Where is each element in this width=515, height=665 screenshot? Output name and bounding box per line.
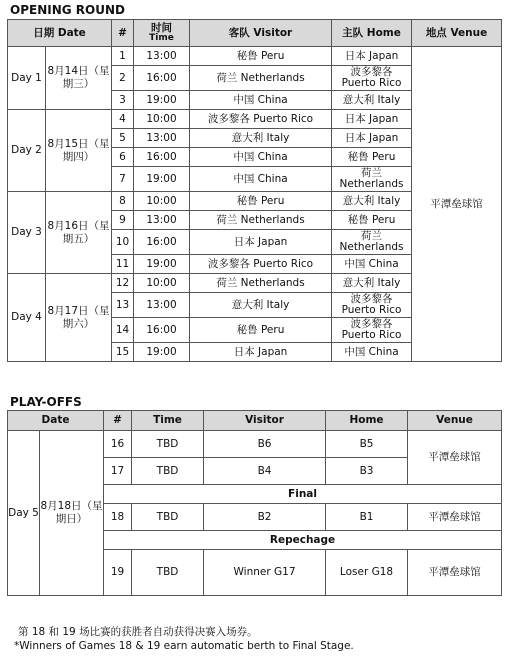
game-home: 日本 Japan xyxy=(332,129,412,148)
date-label: 8月17日（星期六） xyxy=(46,274,112,362)
game-home: 中国 China xyxy=(332,255,412,274)
day-label: Day 4 xyxy=(8,274,46,362)
game-num: 3 xyxy=(112,91,134,110)
game-time: 13:00 xyxy=(134,47,190,66)
po-game-time: TBD xyxy=(132,550,204,596)
po-game-home: B1 xyxy=(326,504,408,531)
po-game-num: 18 xyxy=(104,504,132,531)
po-venue: 平潭垒球馆 xyxy=(408,504,502,531)
game-num: 9 xyxy=(112,211,134,230)
game-home: 荷兰 Netherlands xyxy=(332,230,412,255)
game-visitor: 意大利 Italy xyxy=(190,293,332,318)
po-header-date: Date xyxy=(8,411,104,431)
header-date: 日期 Date xyxy=(8,20,112,47)
game-visitor: 秘鲁 Peru xyxy=(190,192,332,211)
game-time: 16:00 xyxy=(134,230,190,255)
po-game-time: TBD xyxy=(132,458,204,485)
po-date-label: 8月18日（星期日） xyxy=(40,431,104,596)
game-num: 14 xyxy=(112,318,134,343)
game-home: 波多黎各 Puerto Rico xyxy=(332,318,412,343)
date-label: 8月15日（星期四） xyxy=(46,110,112,192)
playoffs-title: PLAY-OFFS xyxy=(10,395,82,409)
game-visitor: 日本 Japan xyxy=(190,343,332,362)
game-home: 意大利 Italy xyxy=(332,91,412,110)
game-time: 16:00 xyxy=(134,148,190,167)
game-num: 1 xyxy=(112,47,134,66)
game-home: 日本 Japan xyxy=(332,47,412,66)
opening-round-title: OPENING ROUND xyxy=(10,3,125,17)
game-time: 19:00 xyxy=(134,343,190,362)
note-en: *Winners of Games 18 & 19 earn automatic berth to Final Stage. xyxy=(14,640,354,652)
po-venue: 平潭垒球馆 xyxy=(408,550,502,596)
game-home: 荷兰 Netherlands xyxy=(332,167,412,192)
game-num: 10 xyxy=(112,230,134,255)
po-day-label: Day 5 xyxy=(8,431,40,596)
game-home: 中国 China xyxy=(332,343,412,362)
po-game-visitor: B2 xyxy=(204,504,326,531)
game-time: 10:00 xyxy=(134,192,190,211)
game-visitor: 波多黎各 Puerto Rico xyxy=(190,110,332,129)
po-game-time: TBD xyxy=(132,504,204,531)
game-time: 13:00 xyxy=(134,129,190,148)
opening-round-table xyxy=(7,19,502,362)
game-visitor: 荷兰 Netherlands xyxy=(190,66,332,91)
game-visitor: 中国 China xyxy=(190,148,332,167)
po-header-num: # xyxy=(104,411,132,431)
game-time: 16:00 xyxy=(134,66,190,91)
day-label: Day 3 xyxy=(8,192,46,274)
game-num: 4 xyxy=(112,110,134,129)
po-game-num: 16 xyxy=(104,431,132,458)
po-game-home: B5 xyxy=(326,431,408,458)
header-time: 时间 Time xyxy=(134,20,190,47)
po-game-visitor: B4 xyxy=(204,458,326,485)
game-visitor: 日本 Japan xyxy=(190,230,332,255)
game-visitor: 荷兰 Netherlands xyxy=(190,211,332,230)
repechage-label: Repechage xyxy=(104,531,502,550)
date-label: 8月14日（星期三） xyxy=(46,47,112,110)
game-visitor: 波多黎各 Puerto Rico xyxy=(190,255,332,274)
po-game-visitor: Winner G17 xyxy=(204,550,326,596)
game-row xyxy=(8,47,502,66)
game-visitor: 意大利 Italy xyxy=(190,129,332,148)
po-header-venue: Venue xyxy=(408,411,502,431)
day-label: Day 2 xyxy=(8,110,46,192)
game-home: 波多黎各 Puerto Rico xyxy=(332,293,412,318)
po-header-home: Home xyxy=(326,411,408,431)
game-num: 7 xyxy=(112,167,134,192)
game-time: 10:00 xyxy=(134,274,190,293)
venue-cell: 平潭垒球馆 xyxy=(412,47,502,362)
note-cn: 第 18 和 19 场比赛的获胜者自动获得决赛入场券。 xyxy=(18,626,258,638)
header-venue: 地点 Venue xyxy=(412,20,502,47)
final-label: Final xyxy=(104,485,502,504)
playoffs-table xyxy=(7,410,502,596)
header-visitor: 客队 Visitor xyxy=(190,20,332,47)
game-num: 5 xyxy=(112,129,134,148)
game-visitor: 中国 China xyxy=(190,91,332,110)
game-visitor: 秘鲁 Peru xyxy=(190,318,332,343)
date-label: 8月16日（星期五） xyxy=(46,192,112,274)
game-home: 意大利 Italy xyxy=(332,192,412,211)
po-header-visitor: Visitor xyxy=(204,411,326,431)
po-game-num: 17 xyxy=(104,458,132,485)
po-header-time: Time xyxy=(132,411,204,431)
game-home: 日本 Japan xyxy=(332,110,412,129)
game-time: 10:00 xyxy=(134,110,190,129)
po-game-home: B3 xyxy=(326,458,408,485)
game-num: 15 xyxy=(112,343,134,362)
day-label: Day 1 xyxy=(8,47,46,110)
po-game-home: Loser G18 xyxy=(326,550,408,596)
po-game-time: TBD xyxy=(132,431,204,458)
game-time: 13:00 xyxy=(134,211,190,230)
game-num: 6 xyxy=(112,148,134,167)
game-num: 11 xyxy=(112,255,134,274)
header-num: # xyxy=(112,20,134,47)
game-time: 16:00 xyxy=(134,318,190,343)
game-num: 13 xyxy=(112,293,134,318)
game-time: 19:00 xyxy=(134,167,190,192)
game-home: 秘鲁 Peru xyxy=(332,211,412,230)
game-num: 12 xyxy=(112,274,134,293)
game-time: 19:00 xyxy=(134,255,190,274)
game-visitor: 秘鲁 Peru xyxy=(190,47,332,66)
game-num: 2 xyxy=(112,66,134,91)
game-time: 19:00 xyxy=(134,91,190,110)
po-game-visitor: B6 xyxy=(204,431,326,458)
game-time: 13:00 xyxy=(134,293,190,318)
game-num: 8 xyxy=(112,192,134,211)
header-home: 主队 Home xyxy=(332,20,412,47)
po-venue: 平潭垒球馆 xyxy=(408,431,502,485)
game-home: 波多黎各 Puerto Rico xyxy=(332,66,412,91)
game-home: 意大利 Italy xyxy=(332,274,412,293)
game-visitor: 中国 China xyxy=(190,167,332,192)
game-home: 秘鲁 Peru xyxy=(332,148,412,167)
po-game-num: 19 xyxy=(104,550,132,596)
game-visitor: 荷兰 Netherlands xyxy=(190,274,332,293)
